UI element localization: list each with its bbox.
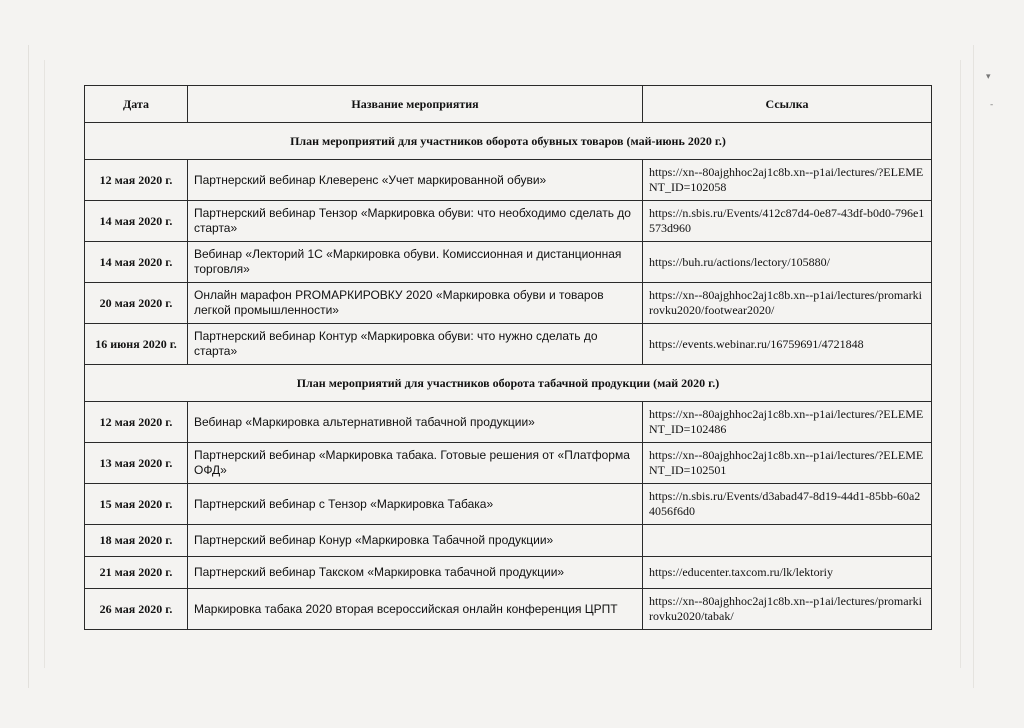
events-table	[84, 85, 932, 630]
row-event-name: Вебинар «Лекторий 1С «Маркировка обуви. Комиссионная и дистанционная торговля»	[188, 242, 643, 283]
row-event-name: Партнерский вебинар с Тензор «Маркировка Табака»	[188, 484, 643, 525]
table-row	[85, 589, 932, 630]
row-link: https://xn--80ajghhoc2aj1c8b.xn--p1ai/lectures/?ELEMENT_ID=102058	[643, 160, 932, 201]
row-date: 18 мая 2020 г.	[85, 525, 188, 557]
scan-bleed-line	[960, 60, 961, 668]
row-date: 15 мая 2020 г.	[85, 484, 188, 525]
row-event-name: Онлайн марафон PROМАРКИРОВКУ 2020 «Маркировка обуви и товаров легкой промышленности»	[188, 283, 643, 324]
row-date: 14 мая 2020 г.	[85, 242, 188, 283]
table-row	[85, 484, 932, 525]
row-link: https://events.webinar.ru/16759691/4721848	[643, 324, 932, 365]
header-link: Ссылка	[643, 86, 932, 123]
table-row	[85, 525, 932, 557]
row-event-name: Партнерский вебинар «Маркировка табака. Готовые решения от «Платформа ОФД»	[188, 443, 643, 484]
row-link: https://xn--80ajghhoc2aj1c8b.xn--p1ai/lectures/promarkirovku2020/tabak/	[643, 589, 932, 630]
scan-speck: -	[990, 100, 994, 110]
table-row	[85, 443, 932, 484]
row-event-name: Партнерский вебинар Тензор «Маркировка обуви: что необходимо сделать до старта»	[188, 201, 643, 242]
row-event-name: Партнерский вебинар Такском «Маркировка табачной продукции»	[188, 557, 643, 589]
table-row	[85, 557, 932, 589]
row-link: https://xn--80ajghhoc2aj1c8b.xn--p1ai/lectures/?ELEMENT_ID=102501	[643, 443, 932, 484]
table-row	[85, 324, 932, 365]
row-link: https://n.sbis.ru/Events/d3abad47-8d19-44d1-85bb-60a24056f6d0	[643, 484, 932, 525]
row-link: https://n.sbis.ru/Events/412c87d4-0e87-43df-b0d0-796e1573d960	[643, 201, 932, 242]
row-date: 16 июня 2020 г.	[85, 324, 188, 365]
table-row	[85, 201, 932, 242]
header-date: Дата	[85, 86, 188, 123]
row-link	[643, 525, 932, 557]
table-row	[85, 283, 932, 324]
section-title: План мероприятий для участников оборота табачной продукции (май 2020 г.)	[85, 365, 932, 402]
row-date: 12 мая 2020 г.	[85, 402, 188, 443]
row-link: https://educenter.taxcom.ru/lk/lektoriy	[643, 557, 932, 589]
row-date: 20 мая 2020 г.	[85, 283, 188, 324]
header-event-name: Название мероприятия	[188, 86, 643, 123]
row-date: 12 мая 2020 г.	[85, 160, 188, 201]
row-date: 21 мая 2020 г.	[85, 557, 188, 589]
table-row	[85, 402, 932, 443]
row-link: https://buh.ru/actions/lectory/105880/	[643, 242, 932, 283]
row-event-name: Маркировка табака 2020 вторая всероссийская онлайн конференция ЦРПТ	[188, 589, 643, 630]
section-header-footwear	[85, 123, 932, 160]
row-event-name: Вебинар «Маркировка альтернативной табачной продукции»	[188, 402, 643, 443]
table-row	[85, 160, 932, 201]
row-event-name: Партнерский вебинар Клеверенс «Учет маркированной обуви»	[188, 160, 643, 201]
row-event-name: Партнерский вебинар Контур «Маркировка обуви: что нужно сделать до старта»	[188, 324, 643, 365]
row-date: 13 мая 2020 г.	[85, 443, 188, 484]
row-link: https://xn--80ajghhoc2aj1c8b.xn--p1ai/lectures/promarkirovku2020/footwear2020/	[643, 283, 932, 324]
row-date: 14 мая 2020 г.	[85, 201, 188, 242]
row-date: 26 мая 2020 г.	[85, 589, 188, 630]
row-link: https://xn--80ajghhoc2aj1c8b.xn--p1ai/lectures/?ELEMENT_ID=102486	[643, 402, 932, 443]
section-header-tobacco	[85, 365, 932, 402]
scan-bleed-line	[44, 60, 45, 668]
scan-speck: ▾	[986, 72, 991, 82]
row-event-name: Партнерский вебинар Конур «Маркировка Табачной продукции»	[188, 525, 643, 557]
table-row	[85, 242, 932, 283]
table-header-row	[85, 86, 932, 123]
section-title: План мероприятий для участников оборота обувных товаров (май-июнь 2020 г.)	[85, 123, 932, 160]
